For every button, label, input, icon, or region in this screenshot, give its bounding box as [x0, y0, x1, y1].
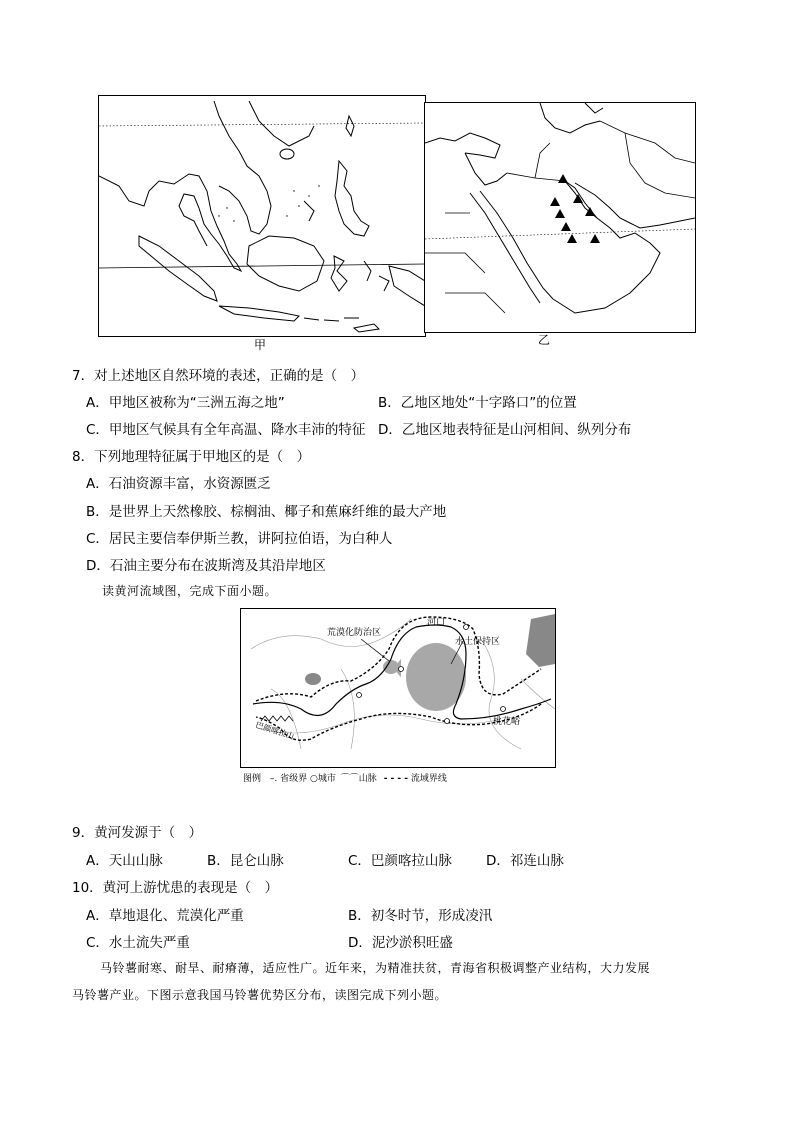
- q7-option-a[interactable]: A．甲地区被称为“三洲五海之地”: [86, 395, 285, 411]
- mountain-symbol-icon: ⌒⌒: [340, 774, 359, 784]
- q10-option-a[interactable]: A．草地退化、荒漠化严重: [86, 908, 244, 924]
- legend-title: 图例: [243, 774, 262, 784]
- legend-basin: 流域界线: [410, 774, 447, 784]
- potato-passage-line1: 马铃薯耐寒、耐旱、耐瘠薄，适应性广。近年来，为精准扶贫，青海省积极调整产业结构，大力发展: [100, 961, 651, 975]
- map-yi-label: 乙: [538, 333, 551, 347]
- label-bayan-har: 巴颜喀拉山: [254, 720, 296, 742]
- map-middle-east: [424, 102, 696, 333]
- q9-option-b[interactable]: B．昆仑山脉: [207, 853, 284, 869]
- label-hekou: 河口: [427, 618, 446, 628]
- map-yellow-river: [240, 608, 556, 768]
- q10-option-d[interactable]: D．泥沙淤积旺盛: [348, 935, 453, 951]
- q10-option-c[interactable]: C．水土流失严重: [86, 935, 190, 951]
- q7-option-b[interactable]: B．乙地区地处“十字路口”的位置: [378, 395, 577, 411]
- potato-passage-line2: 马铃薯产业。下图示意我国马铃薯优势区分布，读图完成下列小题。: [72, 988, 448, 1002]
- q7-stem: 7．对上述地区自然环境的表述，正确的是（ ）: [72, 368, 365, 384]
- map-legend: [243, 771, 447, 784]
- label-taohuayu: 桃花峪: [493, 717, 521, 727]
- q7-option-d[interactable]: D．乙地区地表特征是山河相间、纵列分布: [378, 422, 632, 438]
- legend-province: 省级界: [280, 774, 308, 784]
- yellow-river-intro: 读黄河流域图，完成下面小题。: [102, 584, 278, 598]
- label-desert-control: 荒漠化防治区: [327, 628, 382, 638]
- province-border-symbol: –.: [269, 774, 278, 784]
- map-jia-label: 甲: [254, 338, 267, 352]
- q9-option-c[interactable]: C．巴颜喀拉山脉: [348, 853, 452, 869]
- q7-option-c[interactable]: C．甲地区气候具有全年高温、降水丰沛的特征: [86, 422, 366, 438]
- basin-line-symbol: - - - -: [383, 774, 409, 784]
- q9-option-d[interactable]: D．祁连山脉: [486, 853, 564, 869]
- yellow-river-map-drawing: [241, 609, 555, 767]
- city-symbol-icon: ○: [310, 774, 318, 784]
- q8-stem: 8．下列地理特征属于甲地区的是（ ）: [72, 449, 311, 465]
- q8-option-c[interactable]: C．居民主要信奉伊斯兰教，讲阿拉伯语，为白种人: [86, 531, 393, 547]
- q8-option-d[interactable]: D．石油主要分布在波斯湾及其沿岸地区: [86, 558, 326, 574]
- legend-city: 城市: [317, 774, 336, 784]
- southeast-asia-map-drawing: [99, 96, 425, 336]
- q9-option-a[interactable]: A．天山山脉: [86, 853, 163, 869]
- q10-stem: 10．黄河上游忧患的表现是（ ）: [72, 880, 279, 896]
- middle-east-map-drawing: [425, 103, 695, 332]
- q8-option-b[interactable]: B．是世界上天然橡胶、棕榈油、椰子和蕉麻纤维的最大产地: [86, 504, 447, 520]
- label-soil-conservation: 水土保持区: [455, 637, 501, 647]
- q10-option-b[interactable]: B．初冬时节，形成凌汛: [348, 908, 493, 924]
- q8-option-a[interactable]: A．石油资源丰富，水资源匮乏: [86, 476, 271, 492]
- map-southeast-asia: [98, 95, 426, 337]
- legend-mountain: 山脉: [358, 774, 377, 784]
- q9-stem: 9．黄河发源于（ ）: [72, 825, 203, 841]
